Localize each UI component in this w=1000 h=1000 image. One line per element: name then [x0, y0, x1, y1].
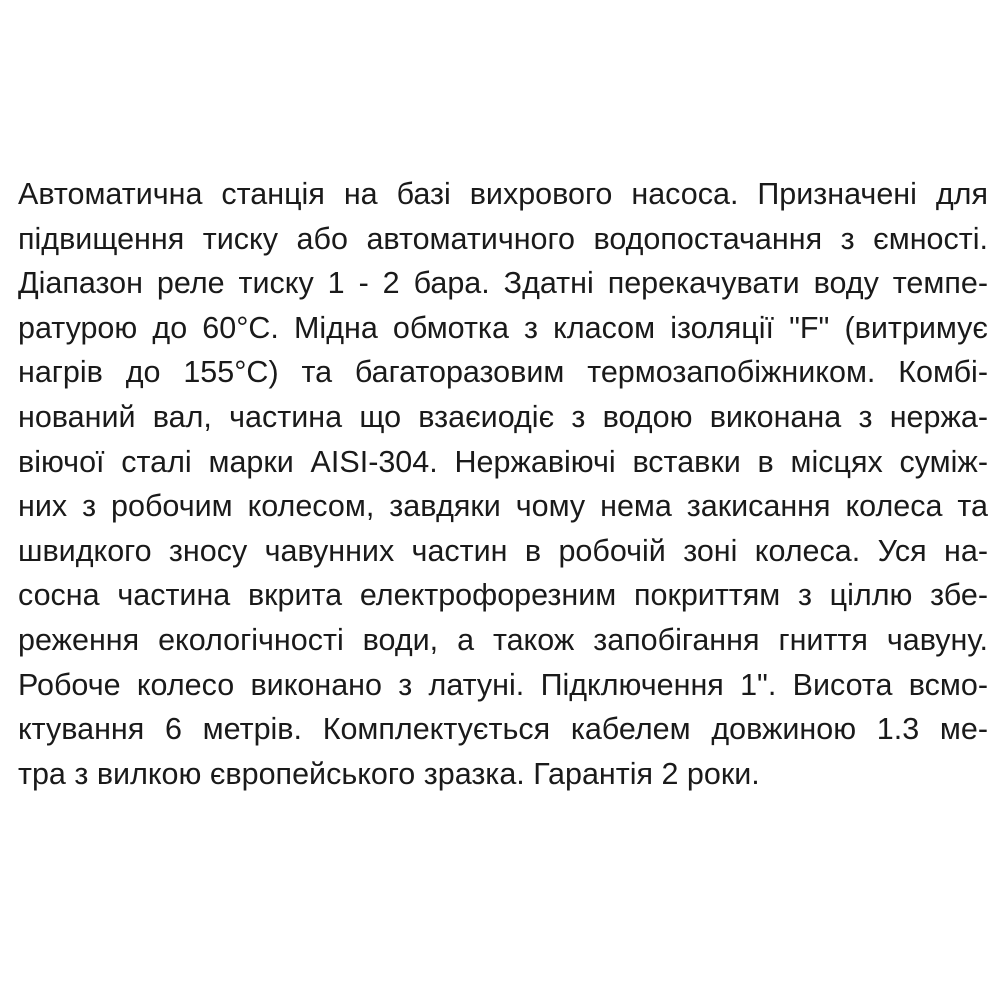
description-line: підвищення тиску або автоматичного водопостачання з ємності.	[18, 221, 988, 256]
description-line: тра з вилкою європейського зразка. Гарантія 2 роки.	[18, 756, 760, 791]
description-line: ратурою до 60°C. Мідна обмотка з класом ізоляції "F" (витримує	[18, 310, 988, 345]
description-line: віючої сталі марки AISI-304. Нержавіючі вставки в місцях суміж-	[18, 444, 988, 479]
description-line: швидкого зносу чавунних частин в робочій зоні колеса. Уся на-	[18, 533, 988, 568]
description-line: реження екологічності води, а також запобігання гниття чавуну.	[18, 622, 988, 657]
description-line: Автоматична станція на базі вихрового насоса. Призначені для	[18, 177, 988, 211]
description-line: них з робочим колесом, завдяки чому нема закисання колеса та	[18, 489, 988, 524]
description-line: Робоче колесо виконано з латуні. Підключення 1". Висота всмо-	[18, 667, 988, 702]
description-line: сосна частина вкрита електрофорезним покриттям з ціллю збе-	[18, 578, 988, 613]
description-line: Діапазон реле тиску 1 - 2 бара. Здатні перекачувати воду темпе-	[18, 266, 988, 301]
product-description	[18, 172, 988, 796]
description-line: ктування 6 метрів. Комплектується кабелем довжиною 1.3 ме-	[18, 712, 988, 747]
description-line: нований вал, частина що взаєиодіє з водою виконана з нержа-	[18, 399, 988, 434]
description-line: нагрів до 155°C) та багаторазовим термозапобіжником. Комбі-	[18, 355, 988, 390]
